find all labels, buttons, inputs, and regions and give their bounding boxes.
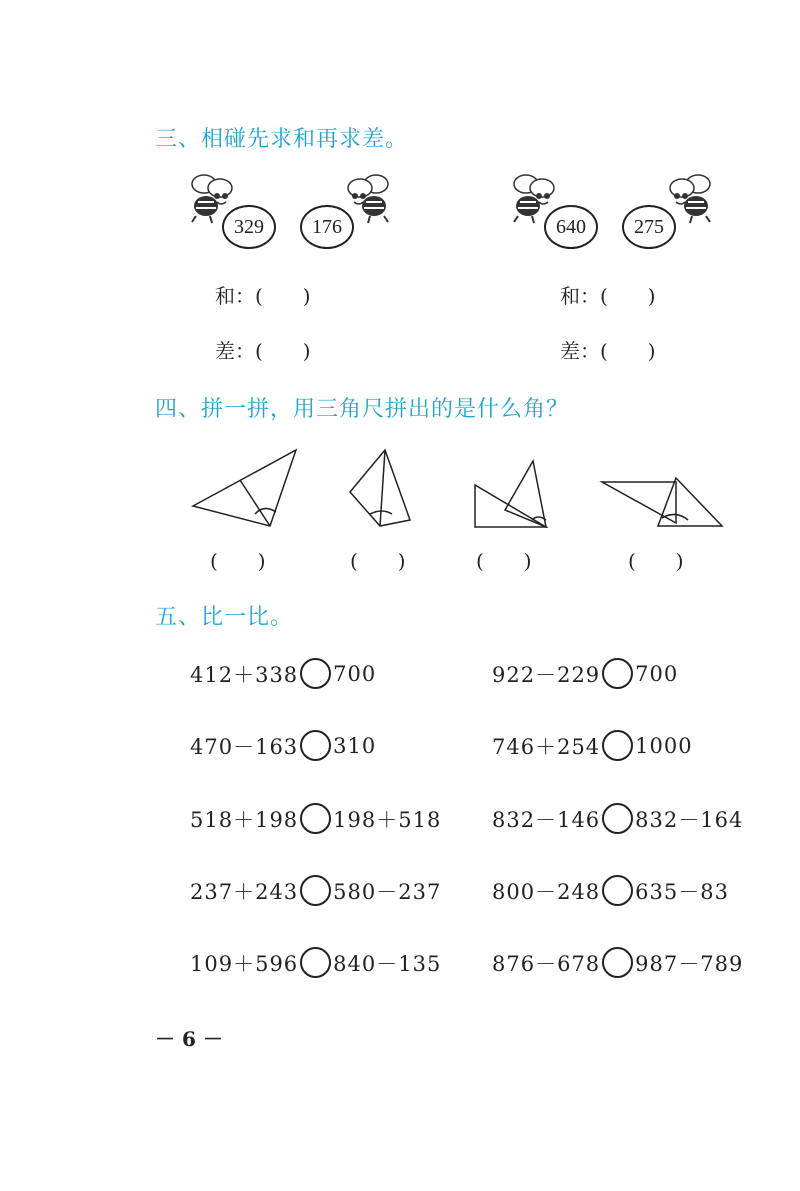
- compare-circle[interactable]: [602, 658, 633, 689]
- number-oval: 275: [622, 205, 676, 249]
- compare-right-expr: 987－789: [635, 951, 744, 976]
- compare-left-expr: 518＋198: [190, 807, 299, 832]
- compare-circle[interactable]: [300, 803, 331, 834]
- compare-item: [190, 658, 376, 689]
- sum-answer-2: 和：( ): [560, 284, 656, 308]
- compare-left-expr: 237＋243: [190, 879, 299, 904]
- triangle-figure-2: [350, 450, 410, 526]
- compare-left-expr: 876－678: [492, 951, 601, 976]
- section4-title: 四、拼一拼，用三角尺拼出的是什么角？: [155, 397, 570, 422]
- compare-left-expr: 832－146: [492, 807, 601, 832]
- compare-item: [492, 875, 729, 906]
- number-oval: 640: [544, 205, 598, 249]
- compare-item: [190, 875, 441, 906]
- compare-left-expr: 470－163: [190, 734, 299, 759]
- compare-item: [492, 730, 693, 761]
- diff-answer-1: 差：( ): [215, 339, 311, 363]
- compare-item: [190, 947, 441, 978]
- angle-answer-3: ( ): [476, 549, 532, 573]
- section3-title: 三、相碰先求和再求差。: [155, 127, 409, 152]
- compare-item: [190, 730, 376, 761]
- bee-icon: [338, 170, 390, 224]
- compare-item: [190, 803, 441, 834]
- compare-circle[interactable]: [602, 875, 633, 906]
- compare-item: [492, 803, 743, 834]
- compare-right-expr: 832－164: [635, 807, 744, 832]
- bee-group-1: [190, 170, 440, 250]
- diff-answer-2: 差：( ): [560, 339, 656, 363]
- triangle-figure-1: [193, 450, 296, 526]
- compare-left-expr: 746＋254: [492, 734, 601, 759]
- compare-item: [492, 947, 743, 978]
- number-oval: 176: [300, 205, 354, 249]
- compare-item: [492, 658, 678, 689]
- angle-answer-2: ( ): [350, 549, 406, 573]
- compare-right-expr: 700: [635, 661, 679, 686]
- compare-left-expr: 922－229: [492, 662, 601, 687]
- compare-right-expr: 580－237: [333, 879, 442, 904]
- compare-left-expr: 109＋596: [190, 951, 299, 976]
- triangle-figure-3: [475, 461, 546, 527]
- section5-title: 五、比一比。: [155, 605, 294, 630]
- compare-right-expr: 198＋518: [333, 807, 442, 832]
- bee-icon: [660, 170, 712, 224]
- sum-answer-1: 和：( ): [215, 284, 311, 308]
- compare-right-expr: 700: [333, 661, 377, 686]
- compare-right-expr: 1000: [635, 733, 693, 758]
- compare-circle[interactable]: [602, 947, 633, 978]
- compare-circle[interactable]: [300, 658, 331, 689]
- triangle-figures: [180, 440, 740, 535]
- compare-circle[interactable]: [300, 730, 331, 761]
- angle-answer-4: ( ): [628, 549, 684, 573]
- compare-right-expr: 310: [333, 733, 377, 758]
- compare-circle[interactable]: [300, 947, 331, 978]
- compare-circle[interactable]: [602, 803, 633, 834]
- compare-circle[interactable]: [300, 875, 331, 906]
- compare-left-expr: 800－248: [492, 879, 601, 904]
- page-number: － 6 －: [155, 1027, 223, 1051]
- number-oval: 329: [222, 205, 276, 249]
- compare-right-expr: 840－135: [333, 951, 442, 976]
- compare-right-expr: 635－83: [635, 879, 729, 904]
- triangle-figure-4: [602, 478, 722, 526]
- compare-circle[interactable]: [602, 730, 633, 761]
- compare-left-expr: 412＋338: [190, 662, 299, 687]
- bee-group-2: [512, 170, 762, 250]
- angle-answer-1: ( ): [210, 549, 266, 573]
